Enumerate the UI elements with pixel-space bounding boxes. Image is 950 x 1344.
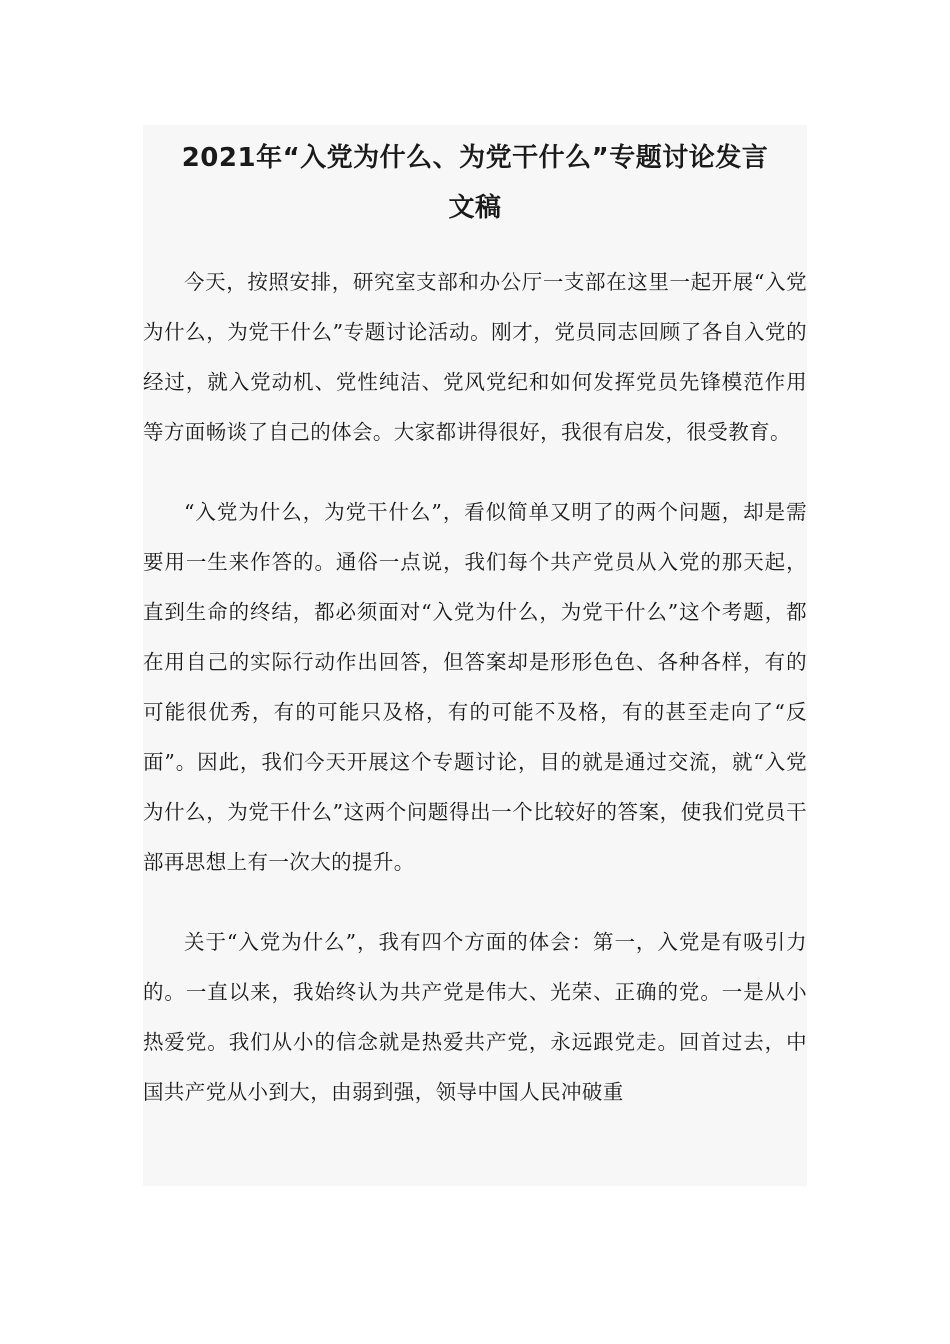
title-line-2: 文稿 [448, 193, 502, 223]
document-body [143, 257, 807, 1117]
paragraph-3: 关于“入党为什么”，我有四个方面的体会：第一，入党是有吸引力的。一直以来，我始终认为共产党是伟大、光荣、正确的党。一是从小热爱党。我们从小的信念就是热爱共产党，永远跟党走。回首过去，中国共产党从小到大，由弱到强，领导中国人民冲破重 [143, 930, 807, 1104]
title-line-1: 2021年“入党为什么、为党干什么”专题讨论发言 [181, 143, 769, 173]
document-title [143, 125, 807, 233]
document-page [143, 125, 807, 1186]
paragraph-2: “入党为什么，为党干什么”，看似简单又明了的两个问题，却是需要用一生来作答的。通俗一点说，我们每个共产党员从入党的那天起，直到生命的终结，都必须面对“入党为什么，为党干什么”这个考题，都在用自己的实际行动作出回答，但答案却是形形色色、各种各样，有的可能很优秀，有的可能只及格，有的可能不及格，有的甚至走向了“反面”。因此，我们今天开展这个专题讨论，目的就是通过交流，就“入党为什么，为党干什么”这两个问题得出一个比较好的答案，使我们党员干部再思想上有一次大的提升。 [143, 500, 807, 874]
paragraph-1: 今天，按照安排，研究室支部和办公厅一支部在这里一起开展“入党为什么，为党干什么”专题讨论活动。刚才，党员同志回顾了各自入党的经过，就入党动机、党性纯洁、党风党纪和如何发挥党员先锋模范作用等方面畅谈了自己的体会。大家都讲得很好，我很有启发，很受教育。 [143, 270, 807, 444]
